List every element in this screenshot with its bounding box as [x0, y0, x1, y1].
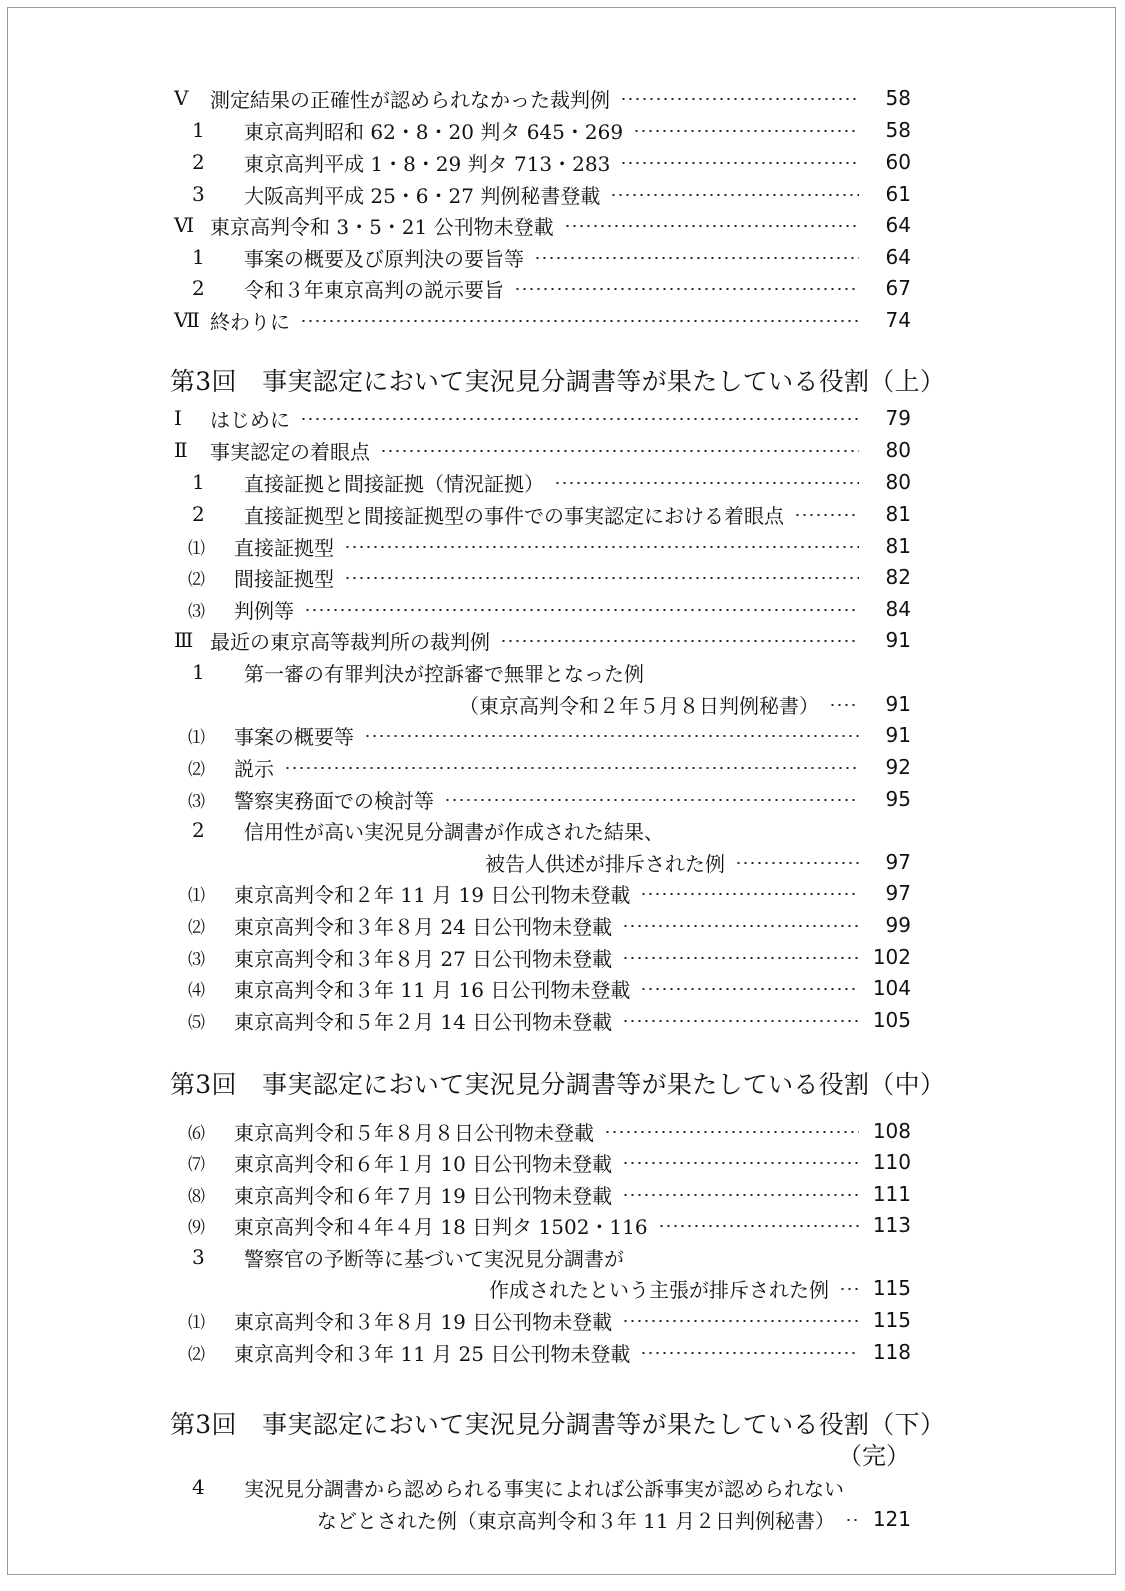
page-number: 67 — [885, 276, 911, 300]
dot-leader — [300, 320, 859, 322]
dot-leader — [622, 925, 859, 927]
section-number: Ⅵ — [174, 213, 195, 237]
dot-leader — [304, 609, 859, 611]
toc-entry[interactable] — [174, 751, 911, 783]
dot-leader — [794, 514, 859, 516]
entry-title: 事案の概要等 — [234, 724, 354, 749]
toc-entry-continuation[interactable] — [174, 846, 911, 878]
dot-leader — [622, 957, 859, 959]
toc-entry[interactable] — [174, 178, 911, 210]
dot-leader — [300, 418, 859, 420]
dot-leader — [622, 1162, 859, 1164]
entry-title: 実況見分調書から認められる事実によれば公訴事実が認められない — [244, 1476, 844, 1501]
entry-title: 警察官の予断等に基づいて実況見分調書が — [244, 1246, 624, 1271]
toc-entry[interactable] — [174, 498, 911, 530]
dot-leader — [344, 546, 859, 548]
sub-item-number: ⑹ — [188, 1123, 205, 1144]
page-number: 84 — [885, 597, 911, 621]
dot-leader — [444, 799, 859, 801]
sub-item-number: ⑵ — [188, 759, 205, 780]
toc-entry[interactable] — [174, 241, 911, 273]
toc-entry-continuation[interactable] — [174, 1503, 911, 1535]
toc-entry[interactable] — [174, 272, 911, 304]
page-number: 92 — [885, 755, 911, 779]
part-heading-lower: 第3回 事実認定において実況見分調書等が果たしている役割（下） — [170, 1410, 946, 1439]
dot-leader — [633, 130, 859, 132]
entry-title: 第一審の有罪判決が控訴審で無罪となった例 — [244, 661, 644, 686]
entry-title: 間接証拠型 — [234, 566, 334, 591]
item-number: 1 — [192, 118, 205, 142]
toc-entry[interactable] — [174, 434, 911, 466]
entry-title: 東京高判昭和 62・8・20 判タ 645・269 — [244, 119, 624, 144]
entry-title: 事案の概要及び原判決の要旨等 — [244, 246, 524, 271]
dot-leader — [604, 1131, 859, 1133]
section-number: Ⅶ — [174, 308, 200, 332]
page-number: 58 — [885, 118, 911, 142]
sub-item-number: ⑺ — [188, 1154, 205, 1175]
dot-leader — [554, 482, 859, 484]
page-number: 113 — [872, 1213, 911, 1237]
sub-item-number: ⑴ — [188, 1312, 205, 1333]
entry-title: 直接証拠型と間接証拠型の事件での事実認定における着眼点 — [244, 503, 784, 528]
sub-item-number: ⑴ — [188, 727, 205, 748]
dot-leader — [640, 988, 859, 990]
sub-item-number: ⑶ — [188, 601, 205, 622]
dot-leader — [735, 862, 859, 864]
page-number: 80 — [885, 470, 911, 494]
page-number: 64 — [885, 245, 911, 269]
page-number: 111 — [872, 1182, 911, 1206]
part-heading-middle: 第3回 事実認定において実況見分調書等が果たしている役割（中） — [170, 1070, 946, 1099]
item-number: 2 — [192, 150, 205, 174]
dot-leader — [845, 1519, 859, 1521]
page-number: 104 — [872, 976, 911, 1000]
page-number: 97 — [885, 881, 911, 905]
toc-entry[interactable] — [174, 624, 911, 656]
item-number: 1 — [192, 660, 205, 684]
page-number: 81 — [885, 502, 911, 526]
page-number: 81 — [885, 534, 911, 558]
entry-title: 東京高判令和３年８月 24 日公刊物未登載 — [234, 914, 613, 939]
toc-entry[interactable] — [174, 1336, 911, 1368]
part-heading-suffix: （完） — [838, 1442, 910, 1470]
dot-leader — [564, 225, 859, 227]
entry-title: 東京高判令和５年２月 14 日公刊物未登載 — [234, 1009, 613, 1034]
entry-title: 東京高判令和３年８月 19 日公刊物未登載 — [234, 1309, 613, 1334]
dot-leader — [364, 735, 859, 737]
dot-leader — [610, 194, 859, 196]
item-number: 1 — [192, 245, 205, 269]
toc-entry[interactable] — [174, 1004, 911, 1036]
entry-title: 最近の東京高等裁判所の裁判例 — [210, 629, 490, 654]
sub-item-number: ⑴ — [188, 538, 205, 559]
page-number: 79 — [885, 406, 911, 430]
entry-title: 東京高判令和６年１月 10 日公刊物未登載 — [234, 1151, 613, 1176]
entry-title-continuation: などとされた例（東京高判令和３年 11 月２日判例秘書） — [316, 1508, 835, 1533]
sub-item-number: ⑴ — [188, 885, 205, 906]
item-number: 2 — [192, 276, 205, 300]
entry-title: 測定結果の正確性が認められなかった裁判例 — [210, 87, 610, 112]
entry-title: 事実認定の着眼点 — [210, 439, 370, 464]
entry-title-continuation: 作成されたという主張が排斥された例 — [489, 1277, 829, 1302]
entry-title: 直接証拠型 — [234, 535, 334, 560]
sub-item-number: ⑶ — [188, 791, 205, 812]
sub-item-number: ⑷ — [188, 980, 205, 1001]
page-number: 118 — [872, 1340, 911, 1364]
dot-leader — [620, 162, 859, 164]
toc-entry[interactable] — [174, 593, 911, 625]
toc-entry[interactable] — [174, 814, 911, 846]
toc-entry[interactable] — [174, 402, 911, 434]
page-number: 115 — [872, 1308, 911, 1332]
entry-title: 東京高判令和 3・5・21 公刊物未登載 — [210, 214, 554, 239]
page-number: 95 — [885, 787, 911, 811]
item-number: 3 — [192, 182, 205, 206]
dot-leader — [344, 577, 859, 579]
toc-entry[interactable] — [174, 1304, 911, 1336]
part-heading-upper: 第3回 事実認定において実況見分調書等が果たしている役割（上） — [170, 367, 946, 396]
entry-title: 東京高判令和５年８月８日公刊物未登載 — [234, 1120, 594, 1145]
dot-leader — [284, 767, 859, 769]
item-number: 1 — [192, 470, 205, 494]
entry-title: 東京高判令和４年４月 18 日判タ 1502・116 — [234, 1214, 648, 1239]
toc-entry[interactable] — [174, 146, 911, 178]
entry-title: 警察実務面での検討等 — [234, 788, 434, 813]
toc-entry[interactable] — [174, 877, 911, 909]
entry-title-continuation: 被告人供述が排斥された例 — [485, 851, 725, 876]
sub-item-number: ⑵ — [188, 917, 205, 938]
sub-item-number: ⑶ — [188, 949, 205, 970]
dot-leader — [829, 704, 859, 706]
item-number: 2 — [192, 502, 205, 526]
toc-entry[interactable] — [174, 656, 911, 688]
page-number: 80 — [885, 438, 911, 462]
toc-entry[interactable] — [174, 972, 911, 1004]
page-number: 74 — [885, 308, 911, 332]
page-number: 105 — [872, 1008, 911, 1032]
page-number: 91 — [885, 628, 911, 652]
page-number: 64 — [885, 213, 911, 237]
dot-leader — [534, 257, 859, 259]
toc-entry[interactable] — [174, 114, 911, 146]
sub-item-number: ⑵ — [188, 569, 205, 590]
toc-entry-continuation[interactable] — [174, 688, 911, 720]
page-number: 60 — [885, 150, 911, 174]
dot-leader — [640, 893, 859, 895]
dot-leader — [622, 1320, 859, 1322]
page-number: 91 — [885, 723, 911, 747]
toc-entry[interactable] — [174, 941, 911, 973]
dot-leader — [380, 450, 859, 452]
entry-title: 大阪高判平成 25・6・27 判例秘書登載 — [244, 183, 601, 208]
dot-leader — [640, 1352, 859, 1354]
toc-entry[interactable] — [174, 466, 911, 498]
sub-item-number: ⑼ — [188, 1217, 205, 1238]
entry-title: 終わりに — [210, 309, 290, 334]
toc-entry-continuation[interactable] — [174, 1272, 911, 1304]
sub-item-number: ⑸ — [188, 1012, 205, 1033]
entry-title: はじめに — [210, 407, 290, 432]
entry-title: 信用性が高い実況見分調書が作成された結果、 — [244, 819, 664, 844]
page-number: 110 — [872, 1150, 911, 1174]
item-number: 4 — [192, 1475, 205, 1499]
entry-title: 説示 — [234, 756, 274, 781]
section-number: Ⅰ — [174, 406, 182, 430]
entry-title: 判例等 — [234, 598, 294, 623]
section-number: Ⅴ — [174, 86, 189, 110]
dot-leader — [839, 1288, 859, 1290]
page-number: 97 — [885, 850, 911, 874]
entry-title: 東京高判令和３年８月 27 日公刊物未登載 — [234, 946, 613, 971]
page-number: 61 — [885, 182, 911, 206]
dot-leader — [514, 288, 859, 290]
page-number: 58 — [885, 86, 911, 110]
sub-item-number: ⑻ — [188, 1186, 205, 1207]
sub-item-number: ⑵ — [188, 1344, 205, 1365]
toc-entry[interactable] — [174, 530, 911, 562]
toc-entry[interactable] — [174, 1115, 911, 1147]
page-number: 115 — [872, 1276, 911, 1300]
toc-entry[interactable] — [174, 1178, 911, 1210]
toc-entry[interactable] — [174, 783, 911, 815]
entry-title: 東京高判平成 1・8・29 判タ 713・283 — [244, 151, 611, 176]
page-number: 91 — [885, 692, 911, 716]
page-number: 99 — [885, 913, 911, 937]
toc-entry[interactable] — [174, 304, 911, 336]
section-number: Ⅲ — [174, 628, 194, 652]
page-number: 102 — [872, 945, 911, 969]
page-number: 108 — [872, 1119, 911, 1143]
toc-entry[interactable] — [174, 561, 911, 593]
item-number: 3 — [192, 1245, 205, 1269]
entry-title: 直接証拠と間接証拠（情況証拠） — [244, 471, 544, 496]
toc-entry[interactable] — [174, 209, 911, 241]
toc-entry[interactable] — [174, 719, 911, 751]
entry-title: 令和３年東京高判の説示要旨 — [244, 277, 504, 302]
toc-page — [7, 7, 1116, 1575]
page-number: 82 — [885, 565, 911, 589]
page-number: 121 — [872, 1507, 911, 1531]
dot-leader — [658, 1225, 859, 1227]
dot-leader — [620, 98, 859, 100]
toc-entry[interactable] — [174, 1146, 911, 1178]
toc-entry[interactable] — [174, 1471, 911, 1503]
dot-leader — [622, 1194, 859, 1196]
toc-entry[interactable] — [174, 82, 911, 114]
section-number: Ⅱ — [174, 438, 188, 462]
entry-title: 東京高判令和６年７月 19 日公刊物未登載 — [234, 1183, 613, 1208]
dot-leader — [622, 1020, 859, 1022]
entry-title: 東京高判令和２年 11 月 19 日公刊物未登載 — [234, 882, 631, 907]
dot-leader — [500, 640, 859, 642]
toc-entry[interactable] — [174, 909, 911, 941]
toc-entry[interactable] — [174, 1209, 911, 1241]
entry-title-continuation: （東京高判令和２年５月８日判例秘書） — [459, 693, 819, 718]
toc-entry[interactable] — [174, 1241, 911, 1273]
item-number: 2 — [192, 818, 205, 842]
entry-title: 東京高判令和３年 11 月 25 日公刊物未登載 — [234, 1341, 631, 1366]
entry-title: 東京高判令和３年 11 月 16 日公刊物未登載 — [234, 977, 631, 1002]
